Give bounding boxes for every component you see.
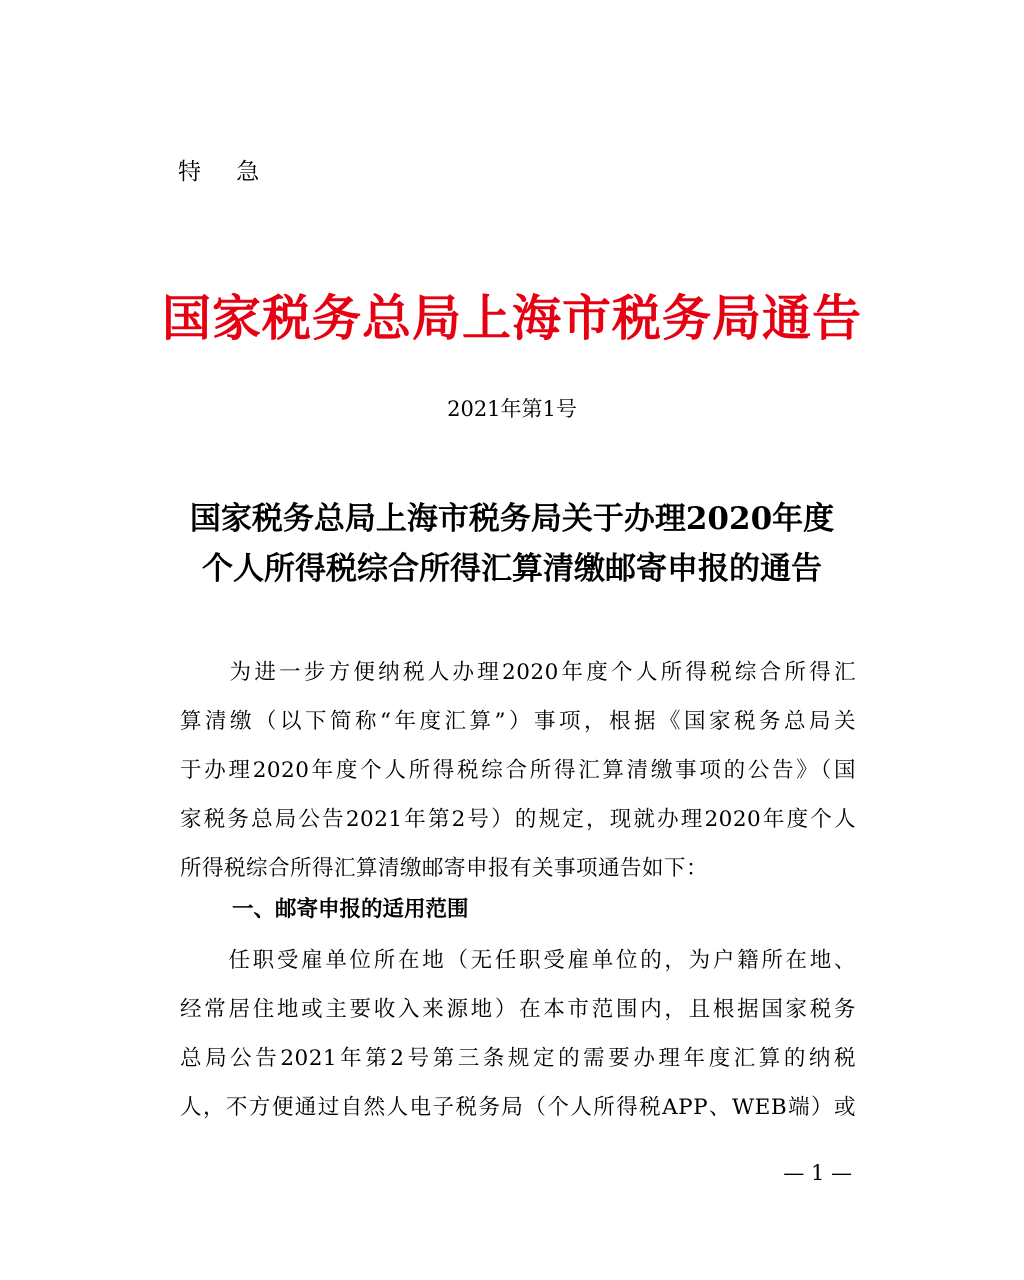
paragraph-line: 为进一步方便纳税人办理2020年度个人所得税综合所得汇 [180, 660, 856, 685]
paragraph-line: 于办理2020年度个人所得税综合所得汇算清缴事项的公告》（国 [180, 758, 856, 783]
document-title [0, 494, 1024, 594]
paragraph-line: 总局公告2021年第2号第三条规定的需要办理年度汇算的纳税 [180, 1046, 856, 1071]
paragraph-line: 任职受雇单位所在地（无任职受雇单位的，为户籍所在地、 [180, 948, 856, 973]
paragraph-line: 算清缴（以下简称“年度汇算”）事项，根据《国家税务总局关 [180, 709, 856, 734]
section1-paragraph [180, 936, 856, 1132]
paragraph-line: 所得税综合所得汇算清缴邮寄申报有关事项通告如下： [180, 856, 709, 881]
paragraph-line: 人，不方便通过自然人电子税务局（个人所得税APP、WEB端）或 [180, 1095, 856, 1120]
document-title-line: 国家税务总局上海市税务局关于办理2020年度 [189, 501, 835, 537]
paragraph-line: 经常居住地或主要收入来源地）在本市范围内，且根据国家税务 [180, 997, 856, 1022]
intro-paragraph [180, 648, 856, 893]
document-title-line: 个人所得税综合所得汇算清缴邮寄申报的通告 [202, 551, 822, 587]
paragraph-line: 家税务总局公告2021年第2号）的规定，现就办理2020年度个人 [180, 807, 856, 832]
section-heading: 一、邮寄申报的适用范围 [232, 897, 469, 922]
page-number: — 1 — [783, 1161, 852, 1185]
document-number: 2021年第1号 [447, 397, 577, 421]
urgency-label: 特 急 [178, 159, 274, 185]
masthead-title: 国家税务总局上海市税务局通告 [161, 289, 862, 347]
